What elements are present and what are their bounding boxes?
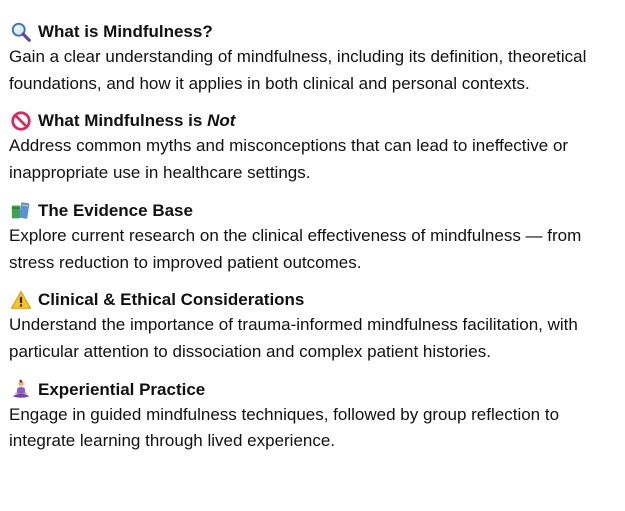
books-icon xyxy=(9,200,33,222)
section-title: Experiential Practice xyxy=(38,379,206,399)
section-title-emphasis: Not xyxy=(207,111,236,131)
section-evidence-base xyxy=(9,199,616,276)
section-heading xyxy=(9,109,616,133)
section-title: What is Mindfulness? xyxy=(38,22,213,41)
section-description: Understand the importance of trauma-informed mindfulness facilitation, with particular attention to dissociation and complex patient histories. xyxy=(9,315,578,361)
meditation-person-icon xyxy=(9,379,33,401)
section-heading xyxy=(9,20,616,44)
section-title: What Mindfulness is xyxy=(38,111,203,131)
section-clinical-ethical xyxy=(9,288,616,365)
section-heading xyxy=(9,199,616,223)
section-title: The Evidence Base xyxy=(38,200,193,220)
section-description: Engage in guided mindfulness techniques, followed by group reflection to integrate learning through lived experience. xyxy=(9,404,560,451)
section-heading xyxy=(9,378,616,402)
section-heading xyxy=(9,288,616,312)
section-experiential-practice xyxy=(9,378,616,455)
warning-icon xyxy=(9,289,33,311)
section-what-mindfulness-is-not xyxy=(9,109,616,186)
magnifying-glass-icon xyxy=(9,21,33,43)
section-description: Address common myths and misconceptions that can lead to ineffective or inappropriate use in healthcare settings. xyxy=(9,136,569,183)
prohibited-icon xyxy=(9,110,33,132)
section-title: Clinical & Ethical Considerations xyxy=(38,290,305,310)
section-what-is-mindfulness xyxy=(9,20,616,97)
section-description: Gain a clear understanding of mindfulness, including its definition, theoretical foundations, and how it applies in both clinical and personal contexts. xyxy=(9,47,587,93)
section-description: Explore current research on the clinical effectiveness of mindfulness — from stress reduction to improved patient outcomes. xyxy=(9,225,582,272)
